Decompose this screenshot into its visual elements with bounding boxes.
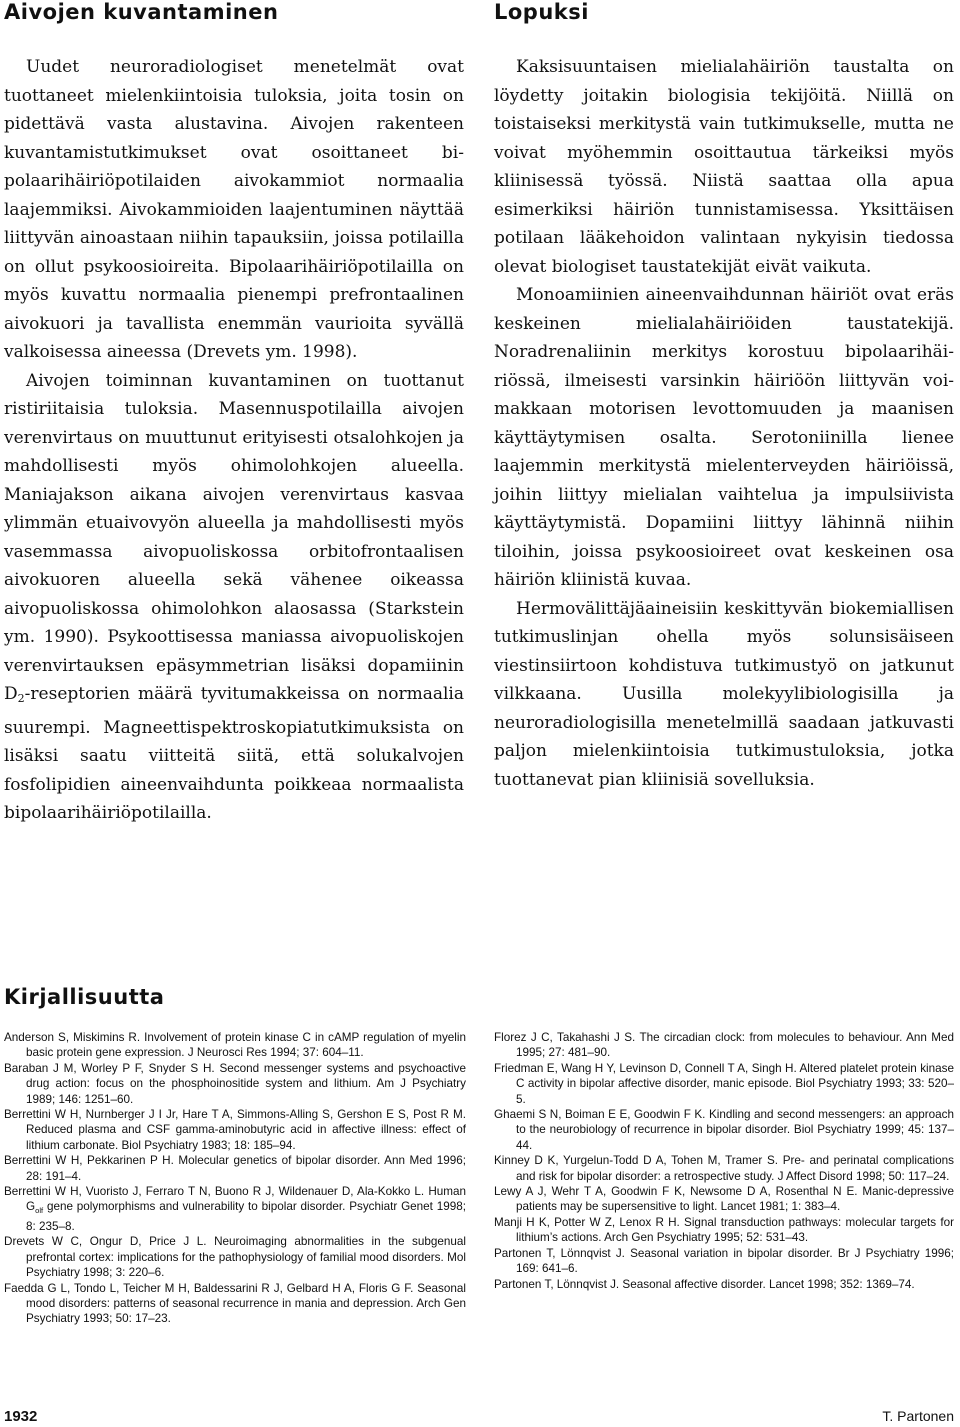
paragraph bbox=[4, 367, 464, 828]
paragraph: Kaksisuuntaisen mielialahäiriön taustalta on löydetty joitakin biologisia tekijöitä. Niillä on toistaiseksi merkitystä vain tutkimukselle, mutta ne voivat myöhemmin osoittautua tärkeiksi myös kliinisessä työssä. Niistä saattaa olla apua esimerkiksi häiriön tunnistamisessa. Yksittäisen potilaan lääkehoidon valintaan nykyisin tiedossa olevat biologiset taustatekijät eivät vaikuta. bbox=[494, 57, 954, 277]
references-right bbox=[494, 1030, 954, 1292]
paragraph-text: Aivojen toiminnan kuvantaminen on tuottanut ristiriitaisia tuloksia. Masennuspotilailla aivojen verenvirtaus on muuttunut erityisesti otsalohkojen ja mahdollisesti myös ohimolohkojen alueella. Maniajakson aikana aivojen verenvirtaus kasvaa ylimmän etuaivovyön alueella ja mahdollisesti myös vasemmassa aivopuoliskossa orbitofrontaalisen aivokuoren alueella sekä vähenee oikeassa aivopuoliskossa ohimolohkon alaosassa (Starkstein ym. 1990). Psykoottisessa maniassa aivopuoliskojen verenvirtauksen epäsymmetrian lisäksi dopamiinin D bbox=[4, 370, 464, 704]
reference-item bbox=[4, 1184, 466, 1234]
running-author: T. Partonen bbox=[882, 1408, 954, 1424]
paragraph-text: -reseptorien määrä tyvitumakkeissa on normaalia suurempi. Magneettispektroskopiatutkimuksista on lisäksi saatu viitteitä siitä, että solukalvojen fosfolipidien aineenvaihdunta poikkeaa normaalista bipolaarihäiriöpotilailla. bbox=[4, 684, 464, 823]
subscript: olf bbox=[35, 1206, 44, 1216]
subscript: 2 bbox=[17, 692, 25, 705]
section-heading-conclusion: Lopuksi bbox=[494, 0, 589, 24]
reference-item: Lewy A J, Wehr T A, Goodwin F K, Newsome D A, Rosenthal N E. Manic-depressive patients may be supersensitive to light. Lancet 1981; 1: 383–4. bbox=[494, 1185, 954, 1214]
left-body bbox=[4, 53, 464, 828]
page-number: 1932 bbox=[4, 1408, 38, 1425]
references-left bbox=[4, 1030, 466, 1327]
reference-item: Manji H K, Potter W Z, Lenox R H. Signal transduction pathways: molecular targets for lithium’s actions. Arch Gen Psychiatry 1995; 52: 531–43. bbox=[494, 1215, 954, 1245]
reference-item: Florez J C, Takahashi J S. The circadian clock: from molecules to behaviour. Ann Med 1995; 27: 481–90. bbox=[494, 1031, 954, 1060]
reference-item: Drevets W C, Ongur D, Price J L. Neuroimaging abnormalities in the subgenual prefrontal cortex: implications for the pathophysiology of familial mood disorders. Mol Psychiatry 1998; 3: 220–6. bbox=[4, 1235, 466, 1280]
paragraph: Hermovälittäjäaineisiin keskittyvän biokemiallisen tutkimuslinjan ohella myös solunsisäiseen viestinsiirtoon kohdistuva tutkimustyö on jatkunut vilkkaana. Uusilla molekyylibiologisilla ja neuroradiologisilla menetelmillä saadaan jatkuvasti paljon mielenkiintoisia tutkimustuloksia, jotka tuottanevat pian kliinisiä sovelluksia. bbox=[494, 598, 954, 790]
left-column bbox=[4, 0, 464, 828]
reference-text: Berrettini W H, Vuoristo J, Ferraro T N, Buono R J, Wildenauer D, Ala-Kokko L. Human G bbox=[4, 1185, 466, 1214]
reference-item: Ghaemi S N, Boiman E E, Goodwin F K. Kindling and second messengers: an approach to the neurobiology of recurrence in bipolar disorder. Biol Psychiatry 1999; 45: 137–44. bbox=[494, 1108, 954, 1152]
reference-item: Anderson S, Miskimins R. Involvement of protein kinase C in cAMP regulation of myelin basic protein gene expression. J Neurosci Res 1994; 37: 604–11. bbox=[4, 1031, 466, 1060]
reference-item: Kinney D K, Yurgelun-Todd D A, Tohen M, Tramer S. Pre- and perinatal complications and risk for bipolar disorder: a retrospective study. J Affect Disord 1998; 50: 117–24. bbox=[494, 1154, 954, 1183]
reference-item: Baraban J M, Worley P F, Snyder S H. Second messenger systems and psychoactive drug action: focus on the phosphoinositide system and lithium. Am J Psychiatry 1989; 146: 1251–60. bbox=[4, 1061, 466, 1106]
reference-item: Partonen T, Lönnqvist J. Seasonal variation in bipolar disorder. Br J Psychiatry 1996; 169: 641–6. bbox=[494, 1246, 954, 1276]
reference-item: Partonen T, Lönnqvist J. Seasonal affective disorder. Lancet 1998; 352: 1369–74. bbox=[494, 1277, 915, 1291]
paragraph: Monoamiinien aineenvaihdunnan häiriöt ovat eräs keskeinen mielialahäiriöiden taustatekijä. Noradrenaliinin merkitys korostuu bipolaarihäiriössä, ilmeisesti varsinkin häiriöön liittyvän voimakkaan motorisen levottomuuden ja maanisen käyttäytymisen osalta. Serotoniinilla lienee laajemmin merkitystä mielenterveyden häiriöissä, joihin liittyy mielialan vaihtelua ja impulsiivista käyttäytymistä. Dopamiini liittyy lähinnä niihin tiloihin, joissa psykoosioireet ovat keskeinen osa häiriön kliinistä kuvaa. bbox=[494, 285, 954, 590]
reference-item: Berrettini W H, Nurnberger J I Jr, Hare T A, Simmons-Alling S, Gershon E S, Post R M. Reduced plasma and CSF gamma-aminobutyric acid in affective illness: effect of lithium carbonate. Biol Psychiatry 1983; 18: 185–94. bbox=[4, 1108, 466, 1152]
reference-text: gene polymorphisms and vulnerability to bipolar disorder. Psychiatr Genet 1998; 8: 235–8. bbox=[26, 1200, 466, 1233]
reference-item: Friedman E, Wang H Y, Levinson D, Connell T A, Singh H. Altered platelet protein kinase C activity in bipolar affective disorder, manic episode. Biol Psychiatry 1993; 33: 520–5. bbox=[494, 1061, 954, 1106]
reference-item: Berrettini W H, Pekkarinen P H. Molecular genetics of bipolar disorder. Ann Med 1996; 28: 191–4. bbox=[4, 1154, 466, 1183]
paragraph: Uudet neuroradiologiset menetelmät ovat tuottaneet mielenkiintoisia tuloksia, joita tosin on pidettävä vasta alustavina. Aivojen rakenteen kuvantamistutkimukset ovat osoittaneet bipolaarihäiriöpotilaiden aivokammiot normaalia laajemmiksi. Aivokammioiden laajentuminen näyttää liittyvän ainoastaan niihin tapauksiin, joissa potilailla on ollut psykoosioireita. Bipolaarihäiriöpotilailla on myös kuvattu normaalia pienempi prefrontaalinen aivokuori ja tavallista enemmän vaurioita syvällä valkoisessa aineessa (Drevets ym. 1998). bbox=[4, 57, 464, 362]
section-heading-brain-imaging: Aivojen kuvantaminen bbox=[4, 0, 279, 24]
right-column bbox=[494, 0, 954, 794]
reference-item: Faedda G L, Tondo L, Teicher M H, Baldessarini R J, Gelbard H A, Floris G F. Seasonal mood disorders: patterns of seasonal recurrence in mania and depression. Arch Gen Psychiatry 1993; 50: 17–23. bbox=[4, 1281, 466, 1326]
right-body bbox=[494, 53, 954, 794]
references-heading: Kirjallisuutta bbox=[4, 985, 165, 1009]
